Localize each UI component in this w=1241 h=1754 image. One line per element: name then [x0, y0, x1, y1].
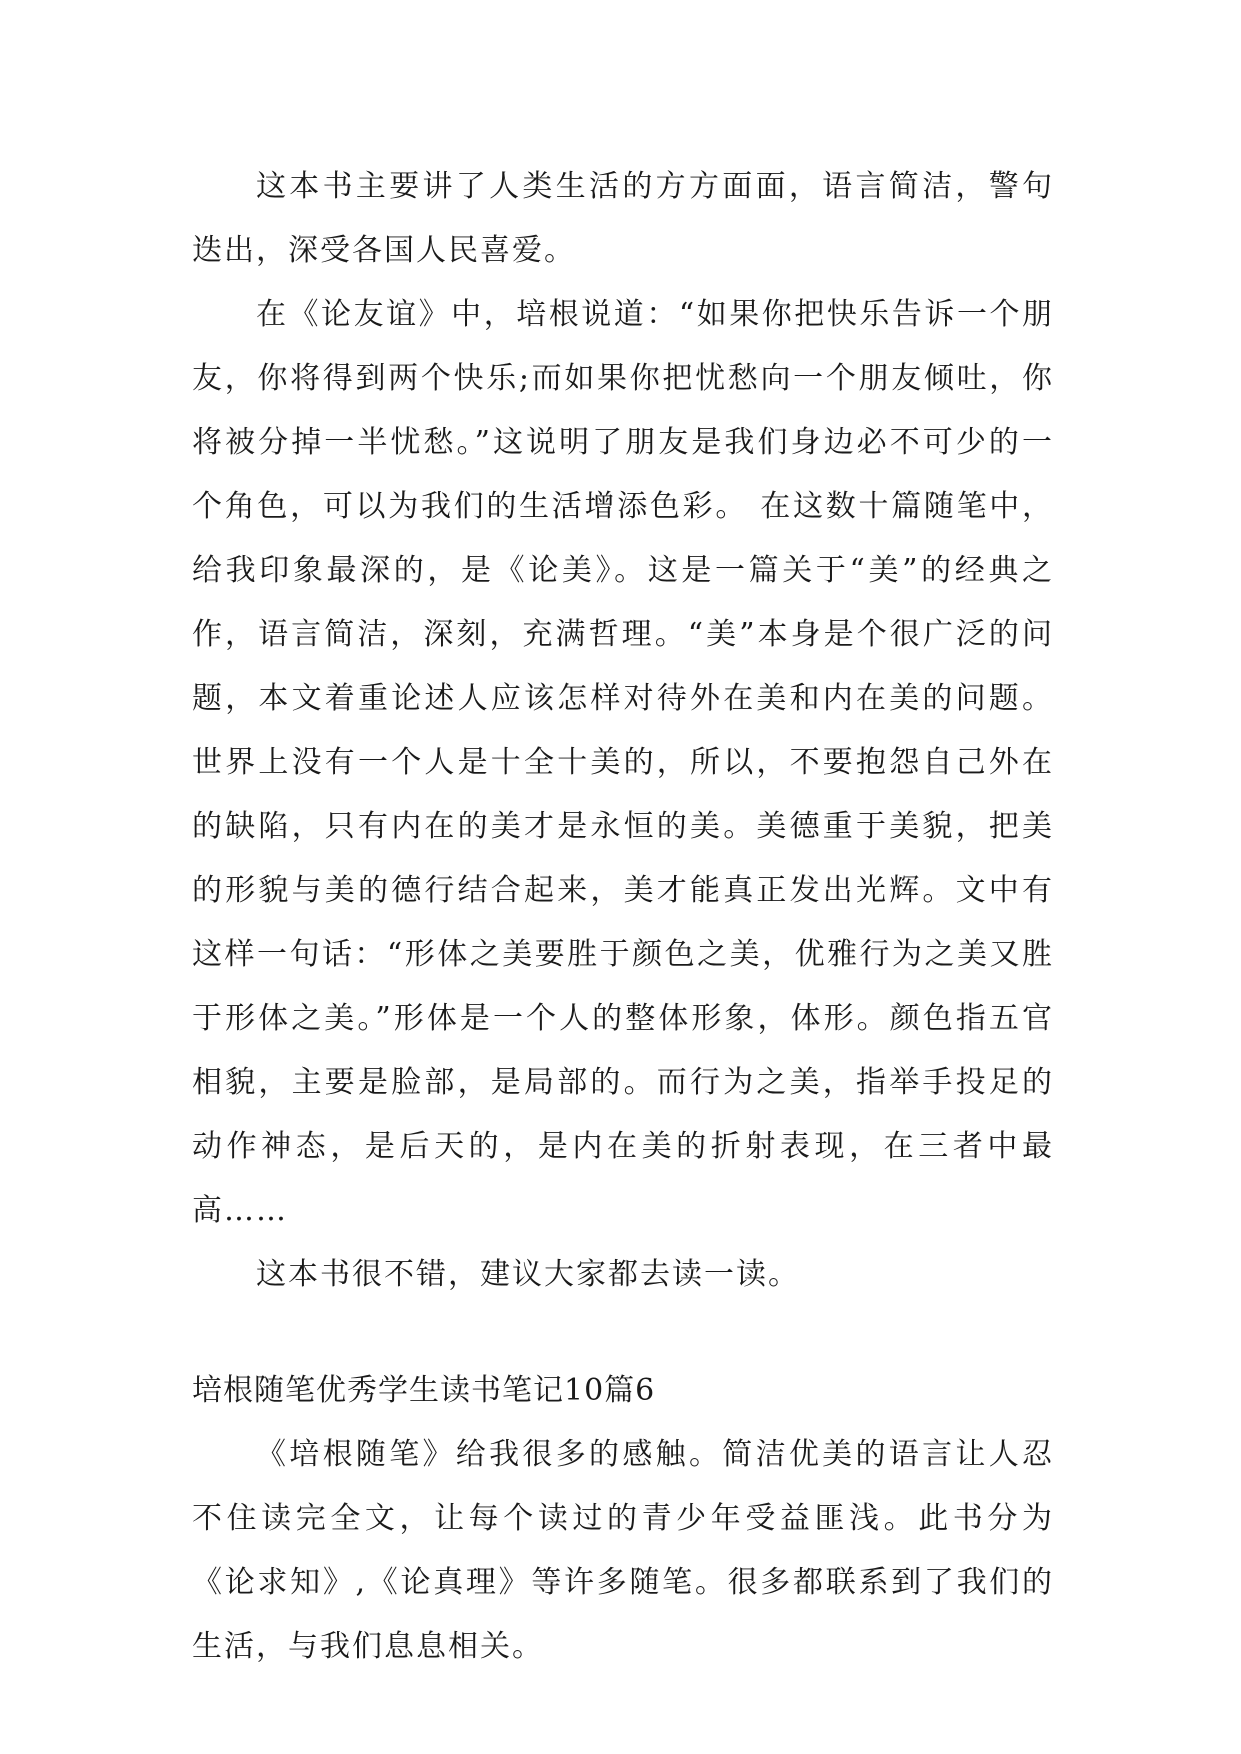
paragraph-essay-intro: 《培根随笔》给我很多的感触。简洁优美的语言让人忍不住读完全文，让每个读过的青少年受益匪浅。此书分为《论求知》,《论真理》等许多随笔。很多都联系到了我们的生活，与我们息息相关。 [192, 1437, 1054, 1664]
document-body [192, 155, 1054, 1679]
paragraph-book-summary: 这本书主要讲了人类生活的方方面面，语言简洁，警句迭出，深受各国人民喜爱。 [192, 169, 1054, 268]
section-title: 培根随笔优秀学生读书笔记10篇6 [192, 1373, 656, 1408]
paragraph-friendship-and-beauty: 在《论友谊》中，培根说道：“如果你把快乐告诉一个朋友，你将得到两个快乐;而如果你把忧愁向一个朋友倾吐，你将被分掉一半忧愁。”这说明了朋友是我们身边必不可少的一个角色，可以为我们的生活增添色彩。 在这数十篇随笔中，给我印象最深的，是《论美》。这是一篇关于“美”的经典之作，语言简洁，深刻，充满哲理。“美”本身是个很广泛的问题，本文着重论述人应该怎样对待外在美和内在美的问题。世界上没有一个人是十全十美的，所以，不要抱怨自己外在的缺陷，只有内在的美才是永恒的美。美德重于美貌，把美的形貌与美的德行结合起来，美才能真正发出光辉。文中有这样一句话：“形体之美要胜于颜色之美，优雅行为之美又胜于形体之美。”形体是一个人的整体形象，体形。颜色指五官相貌，主要是脸部，是局部的。而行为之美，指举手投足的动作神态，是后天的，是内在美的折射表现，在三者中最高…… [192, 297, 1054, 1228]
section-spacer [192, 1307, 1054, 1359]
paragraph-recommendation: 这本书很不错，建议大家都去读一读。 [256, 1257, 800, 1292]
